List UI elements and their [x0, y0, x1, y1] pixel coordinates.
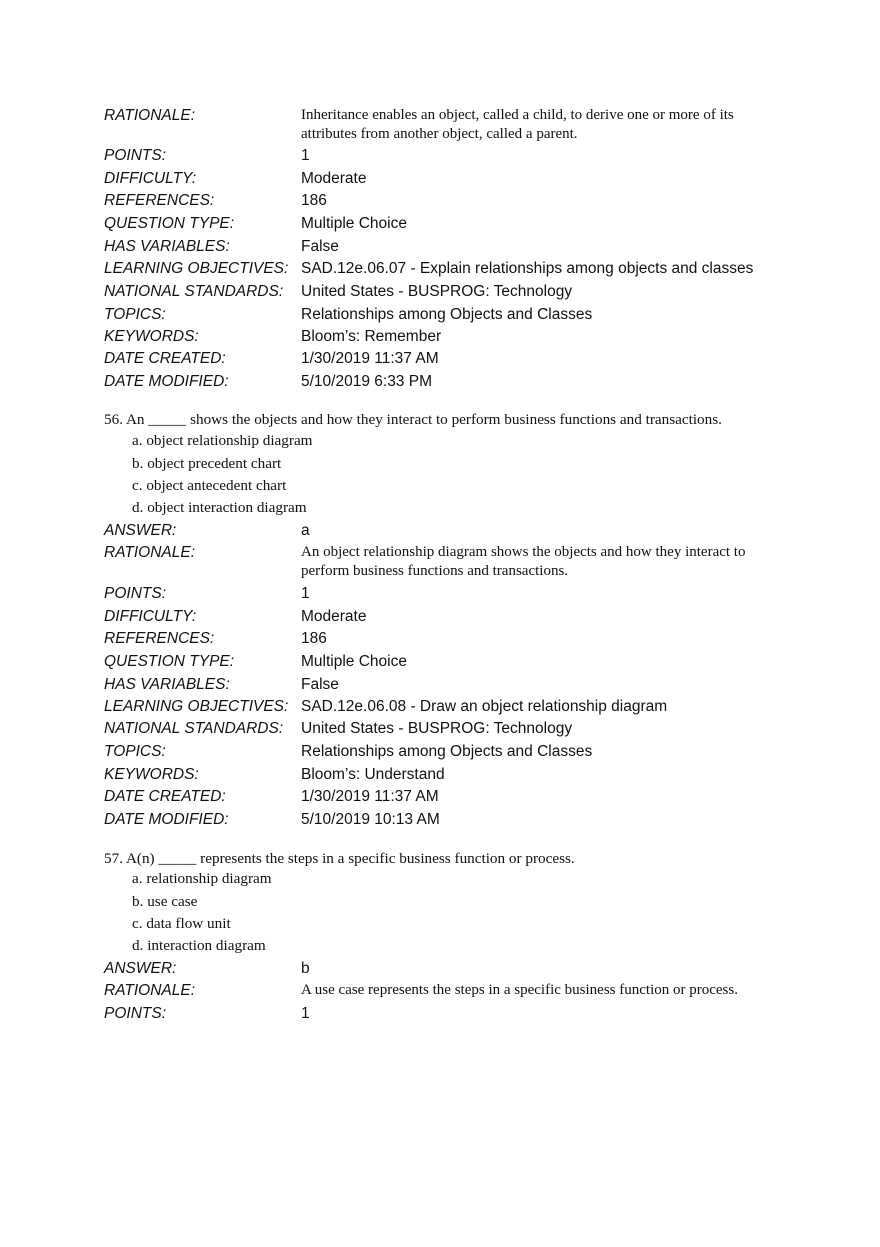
references-label: REFERENCES: — [104, 192, 215, 209]
q57-answer-value: b — [301, 960, 310, 977]
q56-topics-value: Relationships among Objects and Classes — [301, 743, 593, 760]
q55-keywords-value: Bloom’s: Remember — [301, 328, 442, 345]
points-label: POINTS: — [104, 147, 167, 164]
date-modified-label: DATE MODIFIED: — [104, 811, 229, 828]
q56-rationale-text: An object relationship diagram shows the objects and how they interact to perform business functions and transactions. — [301, 544, 746, 579]
learning-objectives-label: LEARNING OBJECTIVES: — [104, 260, 289, 277]
q57-question-text: 57. A(n) _____ represents the steps in a specific business function or process. — [104, 850, 575, 867]
q56-answer-value: a — [301, 522, 310, 539]
rationale-label: RATIONALE: — [104, 982, 196, 999]
difficulty-label: DIFFICULTY: — [104, 608, 197, 625]
q55-points-value: 1 — [301, 147, 310, 164]
q57-option-b: b. use case — [132, 893, 198, 910]
q55-learning-objectives-value: SAD.12e.06.07 - Explain relationships among objects and classes — [301, 260, 754, 277]
q56-date-modified-value: 5/10/2019 10:13 AM — [301, 811, 440, 828]
q57-rationale-text: A use case represents the steps in a specific business function or process. — [301, 982, 738, 998]
q55-question-type-value: Multiple Choice — [301, 215, 407, 232]
q55-date-created-value: 1/30/2019 11:37 AM — [301, 350, 439, 367]
date-created-label: DATE CREATED: — [104, 788, 226, 805]
q55-difficulty-value: Moderate — [301, 170, 367, 187]
rationale-label: RATIONALE: — [104, 107, 196, 124]
q56-question-text: 56. An _____ shows the objects and how they interact to perform business functions and transactions. — [104, 411, 722, 428]
q57-option-a: a. relationship diagram — [132, 870, 272, 887]
difficulty-label: DIFFICULTY: — [104, 170, 197, 187]
q56-question-type-value: Multiple Choice — [301, 653, 407, 670]
answer-label: ANSWER: — [104, 960, 177, 977]
q56-points-value: 1 — [301, 585, 310, 602]
keywords-label: KEYWORDS: — [104, 328, 199, 345]
keywords-label: KEYWORDS: — [104, 766, 199, 783]
references-label: REFERENCES: — [104, 630, 215, 647]
q56-learning-objectives-value: SAD.12e.06.08 - Draw an object relationship diagram — [301, 698, 668, 715]
q56-difficulty-value: Moderate — [301, 608, 367, 625]
q56-keywords-value: Bloom’s: Understand — [301, 766, 445, 783]
question-type-label: QUESTION TYPE: — [104, 215, 235, 232]
topics-label: TOPICS: — [104, 743, 166, 760]
q56-references-value: 186 — [301, 630, 327, 647]
has-variables-label: HAS VARIABLES: — [104, 238, 230, 255]
q57-points-value: 1 — [301, 1005, 310, 1022]
q55-topics-value: Relationships among Objects and Classes — [301, 306, 593, 323]
points-label: POINTS: — [104, 585, 167, 602]
national-standards-label: NATIONAL STANDARDS: — [104, 720, 284, 737]
q55-references-value: 186 — [301, 192, 327, 209]
q56-rationale-row — [104, 543, 784, 583]
q55-has-variables-value: False — [301, 238, 339, 255]
q57-option-d: d. interaction diagram — [132, 937, 266, 954]
date-modified-label: DATE MODIFIED: — [104, 373, 229, 390]
q55-date-modified-value: 5/10/2019 6:33 PM — [301, 373, 432, 390]
learning-objectives-label: LEARNING OBJECTIVES: — [104, 698, 289, 715]
points-label: POINTS: — [104, 1005, 167, 1022]
answer-label: ANSWER: — [104, 522, 177, 539]
has-variables-label: HAS VARIABLES: — [104, 676, 230, 693]
q56-has-variables-value: False — [301, 676, 339, 693]
date-created-label: DATE CREATED: — [104, 350, 226, 367]
topics-label: TOPICS: — [104, 306, 166, 323]
q56-national-standards-value: United States - BUSPROG: Technology — [301, 720, 573, 737]
national-standards-label: NATIONAL STANDARDS: — [104, 283, 284, 300]
q56-option-b: b. object precedent chart — [132, 455, 282, 472]
q55-rationale-row — [104, 106, 784, 146]
rationale-label: RATIONALE: — [104, 544, 196, 561]
q57-option-c: c. data flow unit — [132, 915, 231, 932]
q56-date-created-value: 1/30/2019 11:37 AM — [301, 788, 439, 805]
q56-option-a: a. object relationship diagram — [132, 432, 313, 449]
question-type-label: QUESTION TYPE: — [104, 653, 235, 670]
q55-national-standards-value: United States - BUSPROG: Technology — [301, 283, 573, 300]
q56-option-d: d. object interaction diagram — [132, 499, 307, 516]
q56-option-c: c. object antecedent chart — [132, 477, 287, 494]
q55-rationale-text: Inheritance enables an object, called a child, to derive one or more of its attributes from another object, called a parent. — [301, 107, 734, 142]
